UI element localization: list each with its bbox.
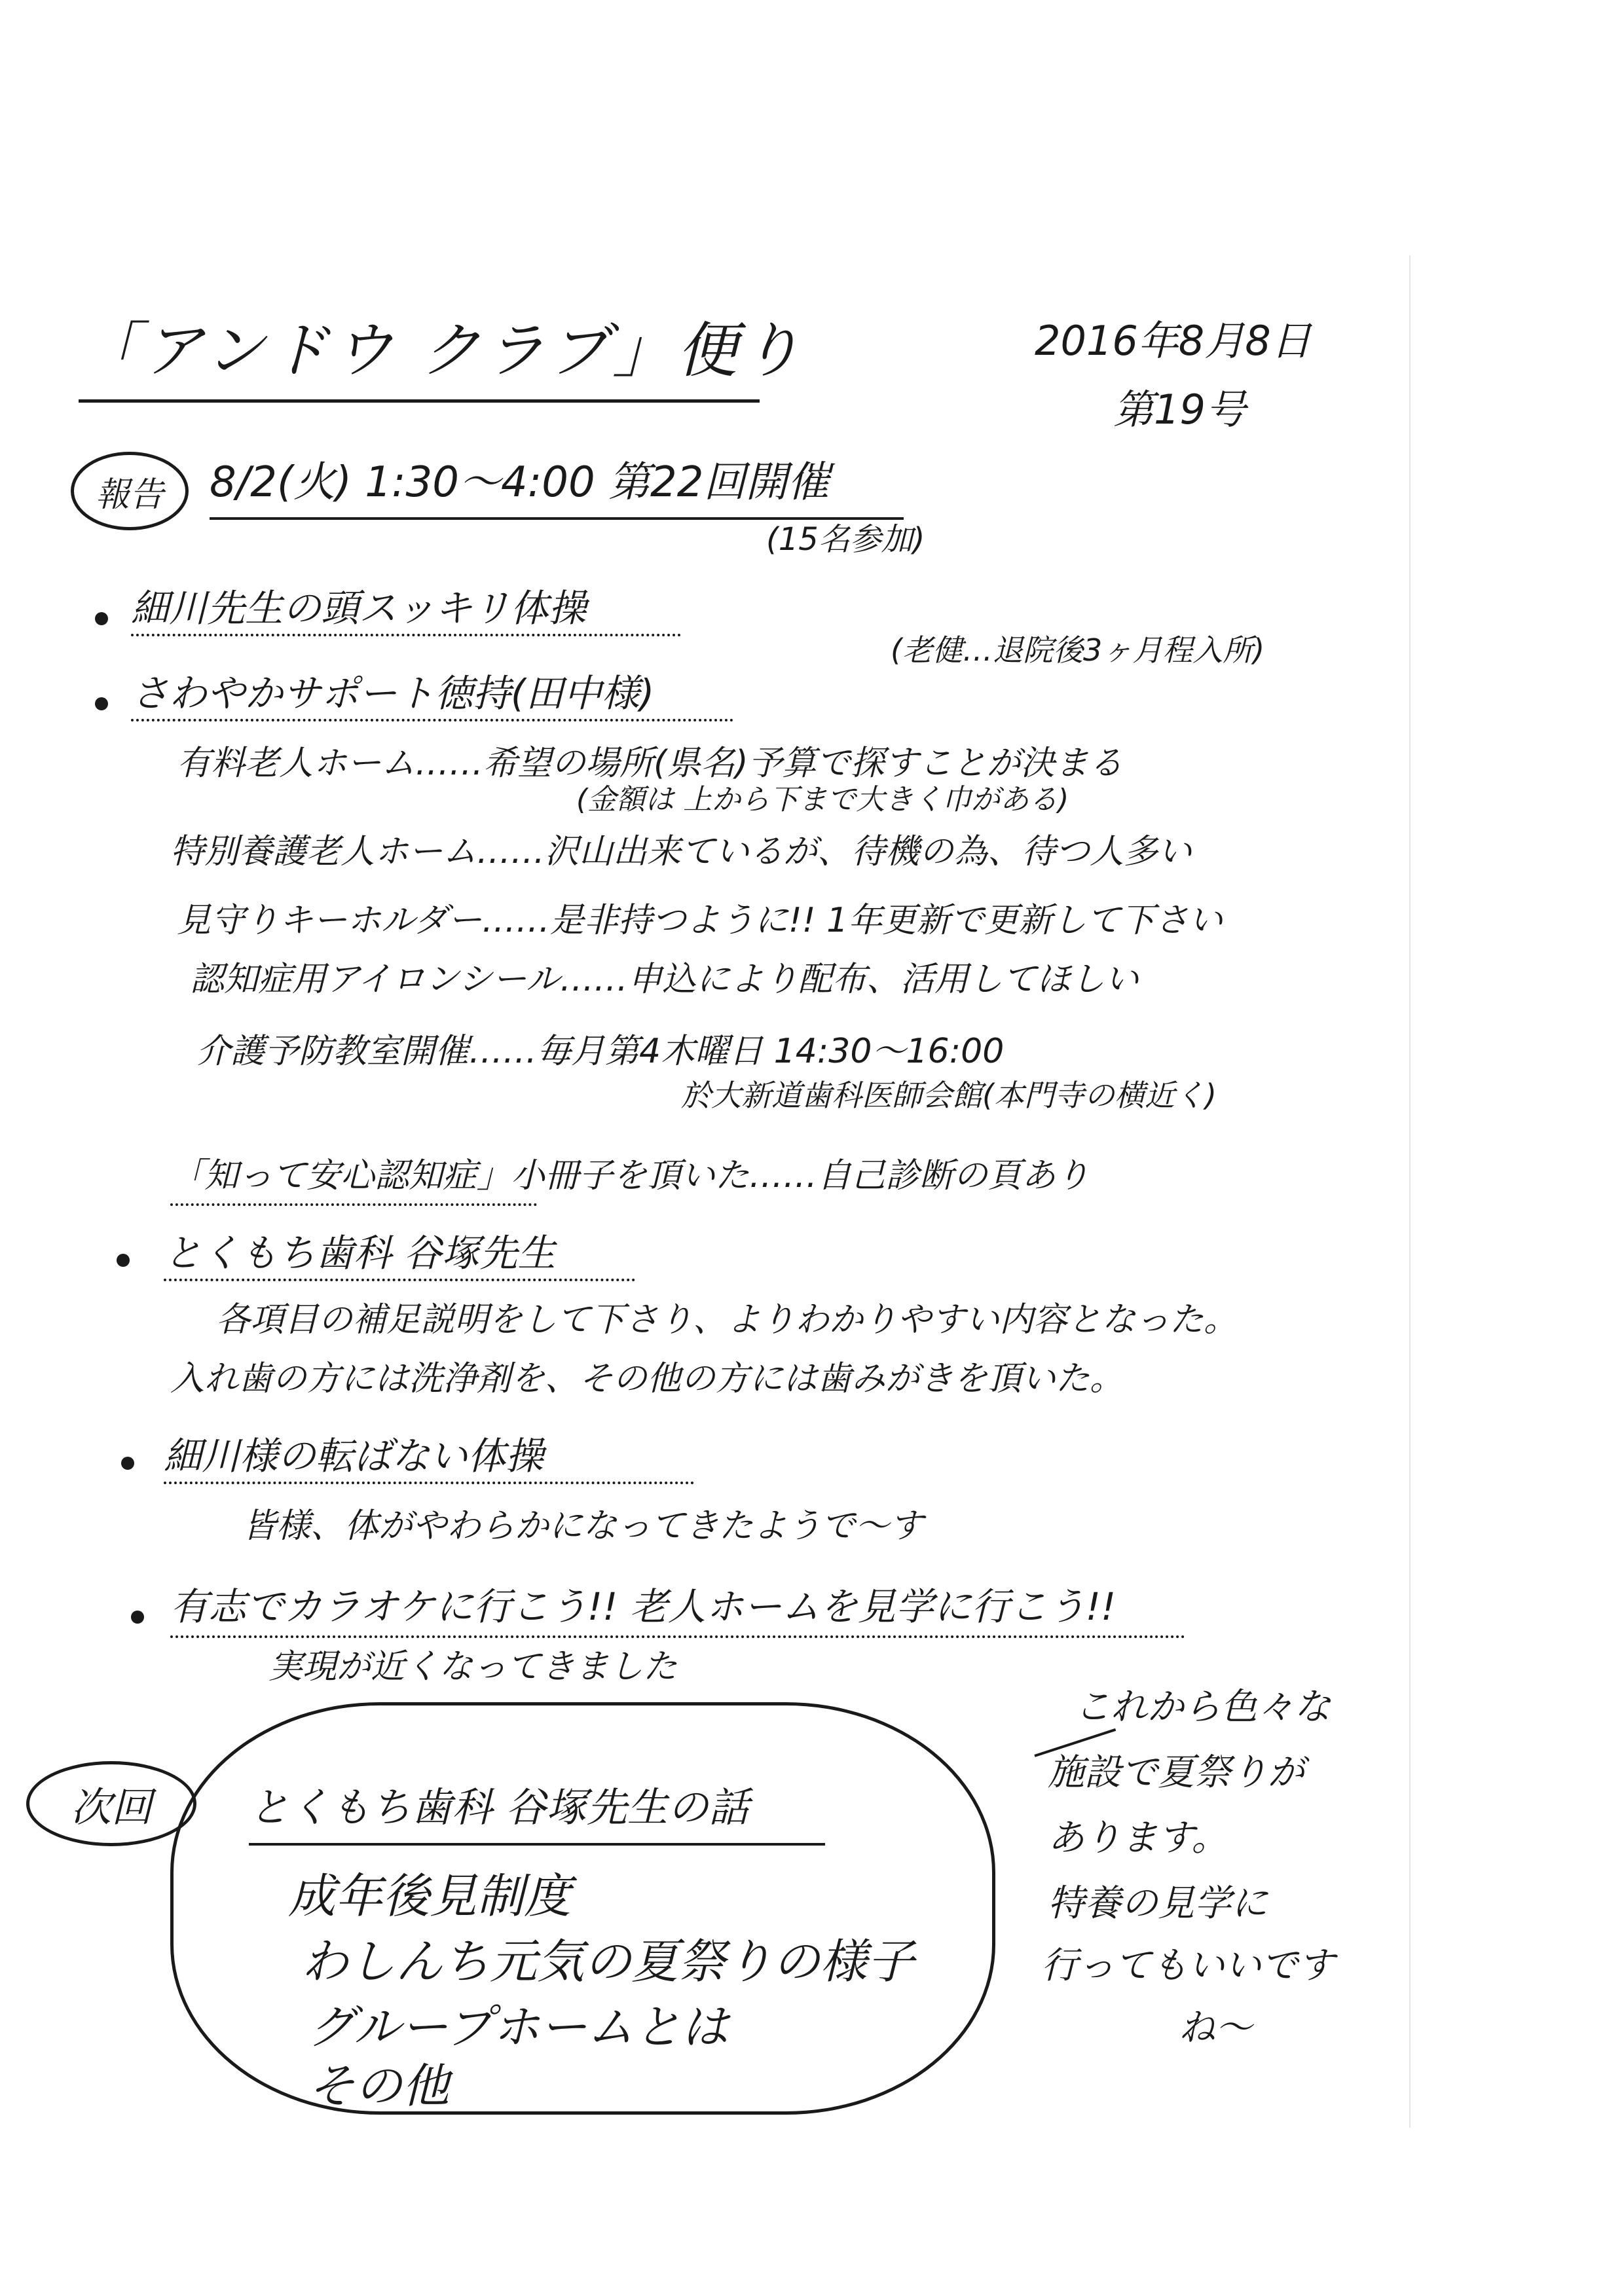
dental-line: 入れ歯の方には洗浄剤を、その他の方には歯みがきを頂いた。 xyxy=(170,1359,1124,1398)
support-note: (老健…退院後3ヶ月程入所) xyxy=(891,632,1265,668)
side-note-line: 特養の見学に xyxy=(1048,1882,1268,1925)
support-item: 認知症用アイロンシール……申込により配布、活用してほしい xyxy=(190,960,1139,999)
scan-edge xyxy=(1409,255,1411,2128)
support-item: 介護予防教室開催……毎月第4木曜日 14:30〜16:00 xyxy=(196,1032,1005,1071)
issue-number: 第19号 xyxy=(1113,386,1246,433)
session-underline xyxy=(210,517,904,520)
next-item: その他 xyxy=(308,2058,450,2113)
attendance-note: (15名参加) xyxy=(766,521,925,558)
support-item: 見守りキーホルダー……是非持つように!! 1年更新で更新して下さい xyxy=(177,901,1223,940)
side-note-line: あります。 xyxy=(1048,1817,1228,1859)
section-dental: とくもち歯科 谷塚先生 xyxy=(164,1231,556,1275)
section-fall: 細川様の転ばない体操 xyxy=(164,1434,544,1478)
wavy-underline xyxy=(164,1273,635,1281)
support-item: 特別養護老人ホーム……沢山出来ているが、待機の為、待つ人多い xyxy=(170,832,1192,871)
dental-line: 各項目の補足説明をして下さり、よりわかりやすい内容となった。 xyxy=(216,1300,1238,1339)
support-item: 於大新道歯科医師会館(本門寺の横近く) xyxy=(681,1078,1217,1113)
karaoke-line: 実現が近くなってきました xyxy=(268,1647,678,1686)
next-head-underline xyxy=(249,1843,825,1846)
report-stamp: 報告 xyxy=(71,452,189,530)
title-underline xyxy=(79,399,760,403)
bullet-dot xyxy=(131,1611,144,1624)
next-item: わしんち元気の夏祭りの様子 xyxy=(301,1934,915,1989)
bullet-dot xyxy=(117,1254,130,1267)
issue-date: 2016年8月8日 xyxy=(1035,317,1312,365)
newsletter-title: 「アンドウ クラブ」便り xyxy=(79,316,805,386)
wavy-underline xyxy=(164,1476,694,1484)
next-item: グループホームとは xyxy=(308,1999,729,2054)
wavy-underline xyxy=(170,1630,1185,1638)
wavy-underline xyxy=(131,629,681,636)
wavy-underline xyxy=(170,1198,537,1206)
bullet-dot xyxy=(95,697,108,710)
fall-line: 皆様、体がやわらかになってきたようで〜す xyxy=(242,1506,924,1546)
side-note-line: ね〜 xyxy=(1179,2007,1252,2049)
next-item: 成年後見制度 xyxy=(288,1868,572,1923)
section-karaoke: 有志でカラオケに行こう!! 老人ホームを見学に行こう!! xyxy=(170,1584,1116,1629)
support-item: 有料老人ホーム……希望の場所(県名)予算で探すことが決まる xyxy=(177,744,1123,783)
side-note-line: これから色々な xyxy=(1074,1686,1331,1728)
support-item: (金額は 上から下まで大きく巾がある) xyxy=(576,783,1069,816)
section-support: さわやかサポート徳持(田中様) xyxy=(131,671,655,716)
pamphlet-note: 「知って安心認知症」小冊子を頂いた……自己診断の頁あり xyxy=(170,1156,1090,1195)
bullet-dot xyxy=(121,1457,134,1470)
side-note-line: 施設で夏祭りが xyxy=(1048,1751,1304,1794)
session-line: 8/2(火) 1:30〜4:00 第22回開催 xyxy=(210,458,830,507)
next-meeting-mark: 次回 xyxy=(26,1761,196,1846)
next-meeting-head: とくもち歯科 谷塚先生の話 xyxy=(249,1783,749,1831)
side-note-line: 行ってもいいです xyxy=(1041,1944,1335,1987)
section-exercise: 細川先生の頭スッキリ体操 xyxy=(131,586,587,630)
bullet-dot xyxy=(95,612,108,625)
wavy-underline xyxy=(131,714,733,721)
